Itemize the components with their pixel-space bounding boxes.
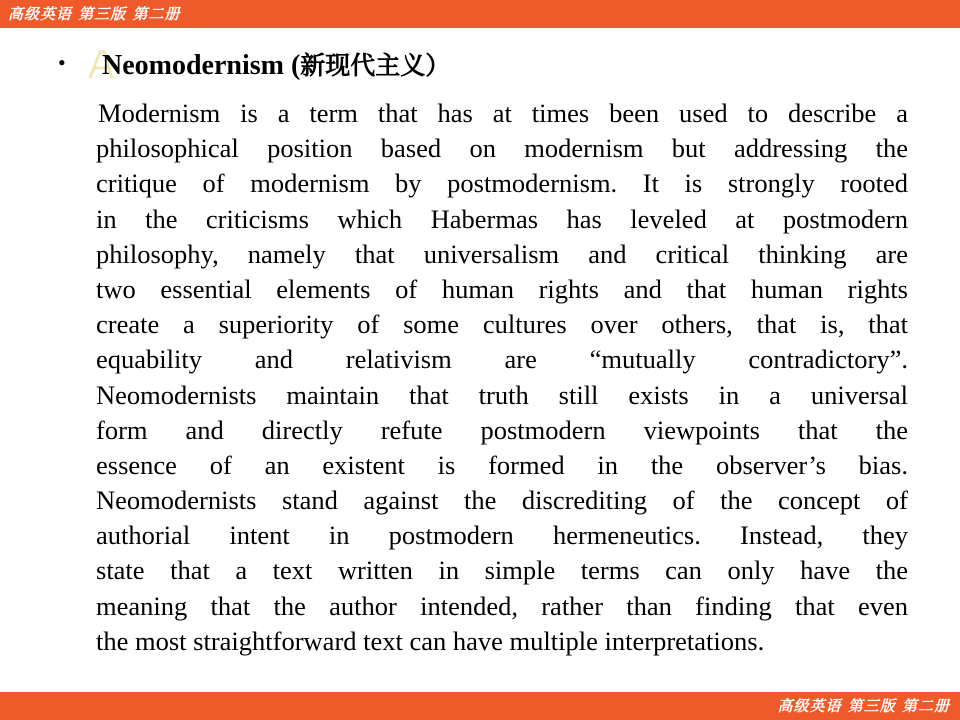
- heading-chinese: 新现代主义）: [300, 51, 451, 80]
- paragraph-line: authorial intent in postmodern hermeneutics. Instead, they: [96, 520, 908, 551]
- paragraph-line: philosophical position based on modernism but addressing the: [96, 133, 908, 164]
- paragraph-line: Modernism is a term that has at times been used to describe a: [98, 98, 908, 128]
- paragraph-line: philosophy, namely that universalism and critical thinking are: [96, 238, 908, 269]
- paragraph-line: two essential elements of human rights and that human rights: [96, 273, 908, 304]
- bullet-icon: •: [58, 50, 66, 75]
- bottom-banner-title: 高级英语 第三版 第二册: [777, 697, 950, 715]
- paragraph-line: equability and relativism are “mutually contradictory”.: [96, 344, 908, 375]
- paragraph-line: form and directly refute postmodern viewpoints that the: [96, 414, 908, 445]
- paragraph-line: the most straightforward text can have multiple interpretations.: [96, 625, 765, 656]
- paragraph-line: meaning that the author intended, rather than finding that even: [96, 590, 908, 621]
- paragraph-line: state that a text written in simple terms can only have the: [96, 555, 908, 586]
- bottom-banner: [0, 692, 960, 720]
- heading-english: Neomodernism (: [102, 50, 301, 81]
- paragraph-line: create a superiority of some cultures over others, that is, that: [96, 309, 908, 340]
- section-heading: [102, 48, 450, 84]
- body-paragraph: [96, 96, 908, 659]
- paragraph-line: critique of modernism by postmodernism. It is strongly rooted: [96, 168, 908, 199]
- paragraph-line: Neomodernists stand against the discrediting of the concept of: [96, 485, 908, 516]
- paragraph-line: Neomodernists maintain that truth still exists in a universal: [96, 379, 908, 410]
- paragraph-line: essence of an existent is formed in the observer’s bias.: [96, 449, 908, 480]
- top-banner: [0, 0, 960, 28]
- top-banner-title: 高级英语 第三版 第二册: [8, 5, 181, 23]
- paragraph-line: in the criticisms which Habermas has leveled at postmodern: [96, 203, 908, 234]
